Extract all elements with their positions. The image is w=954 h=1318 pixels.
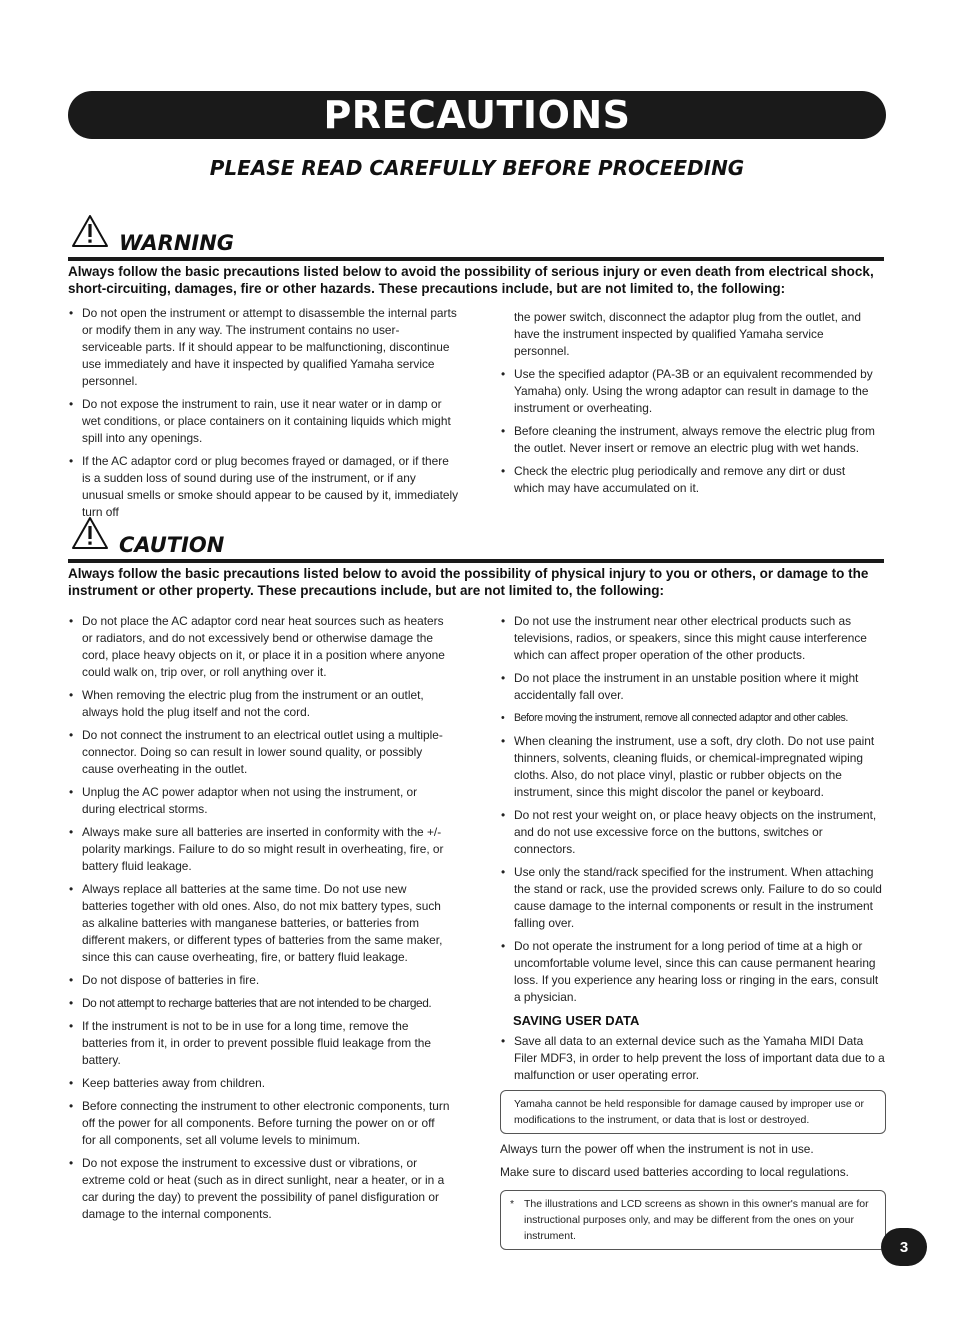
list-item: • Save all data to an external device such as the Yamaha MIDI Data Filer MDF3, in order to help prevent the loss of important data due to a malfunction or user operating error.	[500, 1033, 886, 1084]
page-subtitle: PLEASE READ CAREFULLY BEFORE PROCEEDING	[209, 156, 745, 180]
list-item: • When cleaning the instrument, use a soft, dry cloth. Do not use paint thinners, solvents, cleaning fluids, or chemical-impregnated wiping cloths. Also, do not place vinyl, plastic or rubber objects on the instrument, since this might discolor the panel or keyboard.	[500, 733, 886, 801]
list-item: • Use the specified adaptor (PA-3B or an equivalent recommended by Yamaha) only. Using the wrong adaptor can result in damage to the instrument or overheating.	[500, 366, 876, 417]
caution-divider	[68, 559, 884, 563]
caution-right-column	[500, 613, 886, 1257]
list-item: • Do not expose the instrument to excessive dust or vibrations, or extreme cold or heat (such as in direct sunlight, near a heater, or in a car during the day) to prevent the possibility of panel disfiguration or damage to the internal components.	[68, 1155, 450, 1223]
list-item-continuation: the power switch, disconnect the adaptor plug from the outlet, and have the instrument inspected by qualified Yamaha service personnel.	[514, 310, 862, 358]
illustration-note-box	[500, 1190, 886, 1250]
list-item: • Do not dispose of batteries in fire.	[68, 972, 450, 989]
illustration-note-text: The illustrations and LCD screens as shown in this owner's manual are for instructional purposes only, and may be different from the ones on your instrument.	[524, 1198, 869, 1242]
list-item: • Do not place the instrument in an unstable position where it might accidentally fall over.	[500, 670, 886, 704]
list-item: • Check the electric plug periodically and remove any dirt or dust which may have accumulated on it.	[500, 463, 876, 497]
list-item: • Do not attempt to recharge batteries that are not intended to be charged.	[68, 995, 450, 1012]
warning-intro: Always follow the basic precautions listed below to avoid the possibility of serious injury or even death from electrical shock, short-circuiting, damages, fire or other hazards. These precautions include, but are not limited to, the following:	[68, 264, 874, 296]
caution-intro: Always follow the basic precautions listed below to avoid the possibility of physical injury to you or others, or damage to the instrument or other property. These precautions include, but are not limited to, the following:	[68, 566, 869, 598]
list-item: • Do not connect the instrument to an electrical outlet using a multiple-connector. Doing so can result in lower sound quality, or possibly cause overheating in the outlet.	[68, 727, 450, 778]
list-item: • Unplug the AC power adaptor when not using the instrument, or during electrical storms.	[68, 784, 450, 818]
caution-header	[68, 516, 884, 560]
list-item: • Do not open the instrument or attempt to disassemble the internal parts or modify them in any way. The instrument contains no user-serviceable parts. If it should appear to be malfunctioning, discontinue use immediately and have it inspected by qualified Yamaha service personnel.	[68, 305, 459, 390]
warning-right-column	[500, 309, 876, 503]
list-item: • Always replace all batteries at the same time. Do not use new batteries together with old ones. Also, do not mix battery types, such as alkaline batteries with manganese batteries, or batteries from different makers, or different types of batteries from the same maker, since this can cause overheating, fire, or battery fluid leakage.	[68, 881, 450, 966]
list-item: • Do not expose the instrument to rain, use it near water or in damp or wet conditions, or place containers on it containing liquids which might spill into any openings.	[68, 396, 459, 447]
warning-left-column	[68, 305, 459, 527]
list-item: • Do not operate the instrument for a long period of time at a high or uncomfortable volume level, since this can cause permanent hearing loss. If you experience any hearing loss or ringing in the ears, consult a physician.	[500, 938, 886, 1006]
list-item: • Before connecting the instrument to other electronic components, turn off the power for all components. Before turning the power on or off for all components, set all volume levels to minimum.	[68, 1098, 450, 1149]
list-item: • Do not place the AC adaptor cord near heat sources such as heaters or radiators, and do not excessively bend or otherwise damage the cord, place heavy objects on it, or place it in a position where anyone could walk on, trip over, or roll anything over it.	[68, 613, 450, 681]
list-item: • Keep batteries away from children.	[68, 1075, 450, 1092]
note-asterisk: *	[510, 1198, 515, 1210]
warning-heading: WARNING	[119, 231, 235, 255]
disclaimer-box: Yamaha cannot be held responsible for damage caused by improper use or modifications to the instrument, or data that is lost or destroyed.	[500, 1090, 886, 1134]
list-item: • When removing the electric plug from the instrument or an outlet, always hold the plug itself and not the cord.	[68, 687, 450, 721]
caution-left-column	[68, 613, 450, 1229]
list-item: • If the instrument is not to be in use for a long time, remove the batteries from it, in order to prevent possible fluid leakage from the battery.	[68, 1018, 450, 1069]
list-item: • Before moving the instrument, remove all connected adaptor and other cables.	[500, 710, 886, 727]
discard-batteries-note: Make sure to discard used batteries according to local regulations.	[500, 1165, 849, 1179]
list-item: • Use only the stand/rack specified for the instrument. When attaching the stand or rack, use the provided screws only. Failure to do so could cause damage to the internal components or result in the instrument falling over.	[500, 864, 886, 932]
page-number: 3	[881, 1228, 927, 1266]
warning-divider	[68, 257, 884, 261]
warning-header	[68, 214, 884, 258]
warning-triangle-icon	[71, 214, 109, 248]
list-item: • Do not rest your weight on, or place heavy objects on the instrument, and do not use excessive force on the buttons, switches or connectors.	[500, 807, 886, 858]
list-item: • Before cleaning the instrument, always remove the electric plug from the outlet. Never insert or remove an electric plug with wet hands.	[500, 423, 876, 457]
power-off-note: Always turn the power off when the instrument is not in use.	[500, 1142, 814, 1156]
list-item: • Do not use the instrument near other electrical products such as televisions, radios, or speakers, since this might cause interference which can affect proper operation of the other products.	[500, 613, 886, 664]
caution-heading: CAUTION	[119, 533, 225, 557]
caution-triangle-icon	[71, 516, 109, 550]
list-item: • If the AC adaptor cord or plug becomes frayed or damaged, or if there is a sudden loss of sound during use of the instrument, or if any unusual smells or smoke should appear to be caused by it, immediately turn off	[68, 453, 459, 521]
page-title-bar	[68, 91, 886, 139]
saving-user-data-heading: SAVING USER DATA	[513, 1013, 640, 1028]
list-item: • Always make sure all batteries are inserted in conformity with the +/- polarity markings. Failure to do so might result in overheating, fire, or battery fluid leakage.	[68, 824, 450, 875]
page-title: PRECAUTIONS	[323, 93, 631, 137]
